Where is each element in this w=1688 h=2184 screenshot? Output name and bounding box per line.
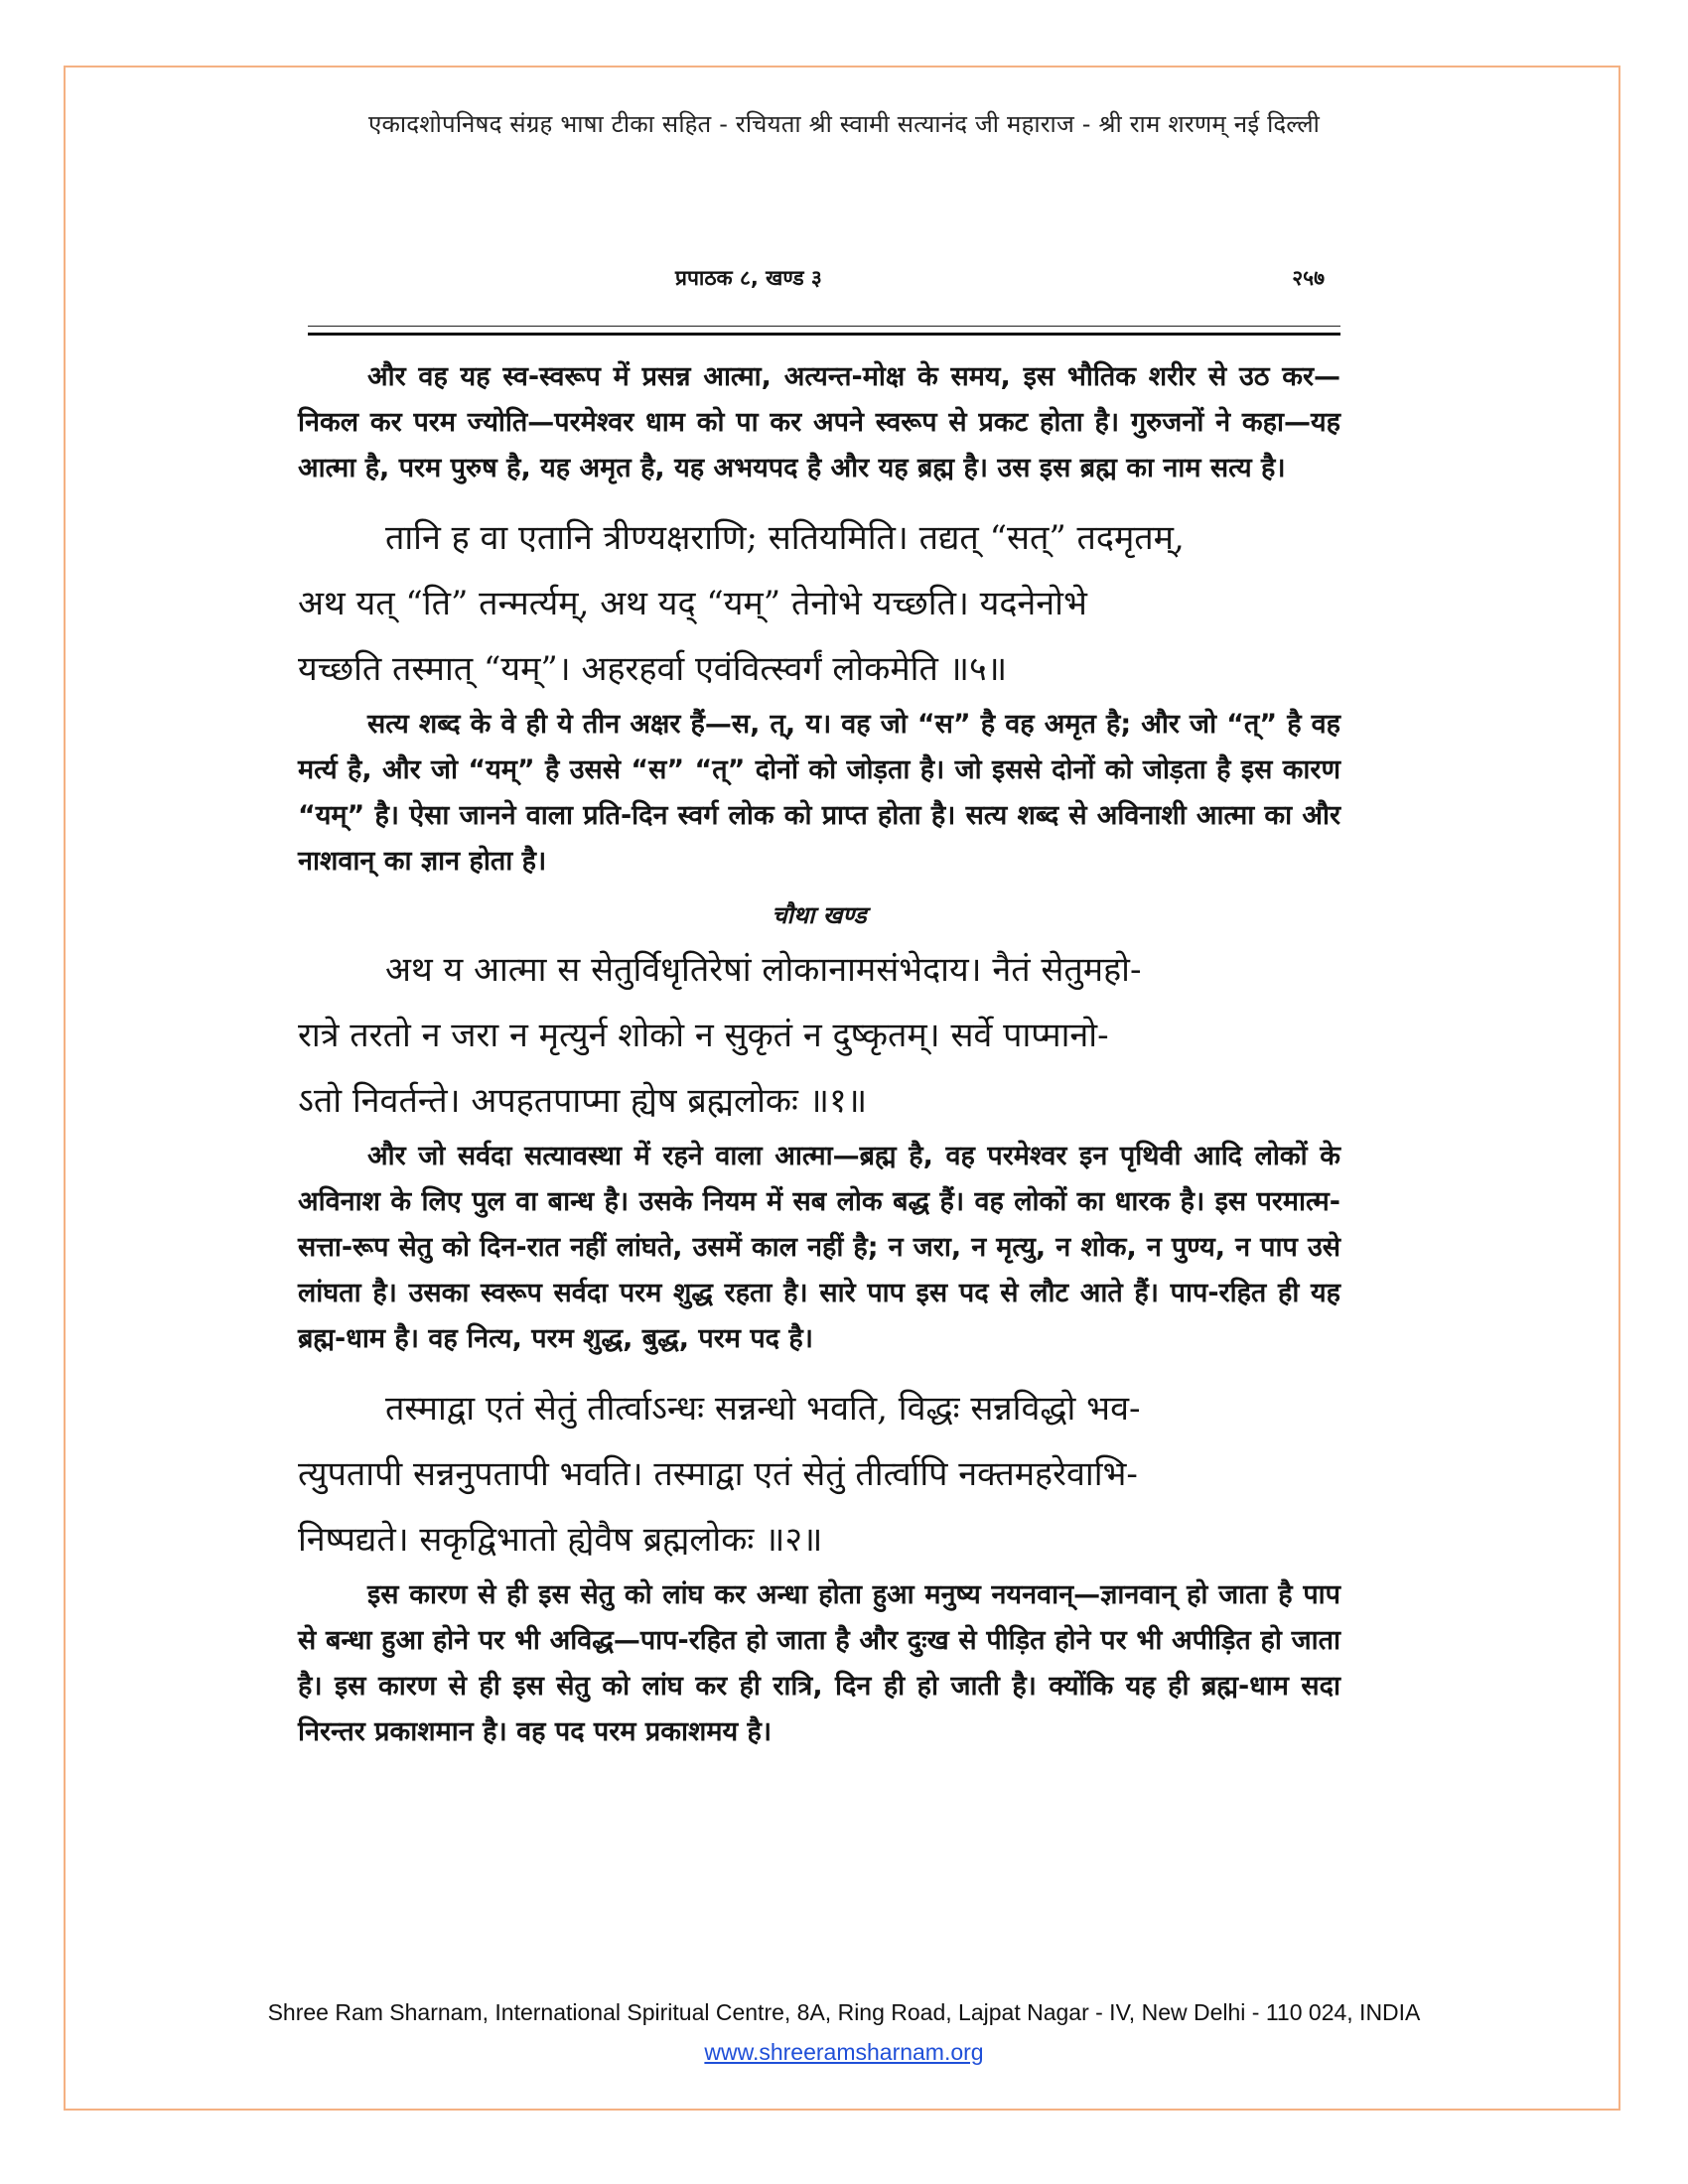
commentary-paragraph-3: और जो सर्वदा सत्यावस्था में रहने वाला आत्मा—ब्रह्म है, वह परमेश्वर इन पृथिवी आदि लोकों के अविनाश के लिए पुल वा बान्ध है। उसके नियम में सब लोक बद्ध हैं। वह लोकों का धारक है। इस परमात्म-सत्ता-रूप सेतु को दिन-रात नहीं लांघते, उसमें काल नहीं है; न जरा, न मृत्यु, न शोक, न पुण्य, न पाप उसे लांघता है। उसका स्वरूप सर्वदा परम शुद्ध रहता है। सारे पाप इस पद से लौट आते हैं। पाप-रहित ही यह ब्रह्म-धाम है। वह नित्य, परम शुद्ध, बुद्ध, परम पद है। [298,1141,1340,1354]
khand-title: चौथा खण्ड [772,900,867,929]
running-head [298,264,1340,304]
verse-line: निष्पद्यते। सकृद्विभातो ह्येवैष ब्रह्मलोकः ॥२॥ [298,1520,823,1560]
verse-line: रात्रे तरतो न जरा न मृत्युर्न शोको न सुकृतं न दुष्कृतम्। सर्वे पाप्मानो- [298,1016,1109,1055]
verse-5 [298,505,1340,702]
header-rule-thick [308,333,1340,336]
footer-address: Shree Ram Sharnam, International Spiritual Centre, 8A, Ring Road, Lajpat Nagar - IV, New Delhi - 110 024, INDIA [267,1999,1421,2025]
section-label: प्रपाठक ८, खण्ड ३ [675,266,822,290]
commentary-paragraph-2: सत्य शब्द के वे ही ये तीन अक्षर हैं—स, त्, य। वह जो “स” है वह अमृत है; और जो “त्” है वह मर्त्य है, और जो “यम्” है उससे “स” “त्” दोनों को जोड़ता है। जो इससे दोनों को जोड़ता है इस कारण “यम्” है। ऐसा जानने वाला प्रति-दिन स्वर्ग लोक को प्राप्त होता है। सत्य शब्द से अविनाशी आत्मा का और नाशवान् का ज्ञान होता है। [298,709,1340,877]
commentary-paragraph-1: और वह यह स्व-स्वरूप में प्रसन्न आत्मा, अत्यन्त-मोक्ष के समय, इस भौतिक शरीर से उठ कर—निकल कर परम ज्योति—परमेश्वर धाम को पा कर अपने स्वरूप से प्रकट होता है। गुरुजनों ने कहा—यह आत्मा है, परम पुरुष है, यह अमृत है, यह अभयपद है और यह ब्रह्म है। उस इस ब्रह्म का नाम सत्य है। [298,361,1340,483]
commentary-paragraph-4: इस कारण से ही इस सेतु को लांघ कर अन्धा होता हुआ मनुष्य नयनवान्—ज्ञानवान् हो जाता है पाप से बन्धा हुआ होने पर भी अविद्ध—पाप-रहित हो जाता है और दुःख से पीड़ित होने पर भी अपीड़ित हो जाता है। इस कारण से ही इस सेतु को लांघ कर ही रात्रि, दिन ही हो जाती है। क्योंकि यह ही ब्रह्म-धाम सदा निरन्तर प्रकाशमान है। वह पद परम प्रकाशमय है। [298,1579,1340,1747]
verse-2 [298,1376,1340,1572]
verse-line: त्युपतापी सन्ननुपतापी भवति। तस्माद्वा एतं सेतुं तीर्त्वापि नक्तमहरेवाभि- [298,1454,1138,1494]
scanned-page [298,250,1340,1938]
verse-line: तस्माद्वा एतं सेतुं तीर्त्वाऽन्धः सन्नन्धो भवति, विद्धः सन्नविद्धो भव- [385,1389,1141,1429]
verse-line: तानि ह वा एतानि त्रीण्यक्षराणि; सतियमिति। तद्यत् “सत्” तदमृतम्, [385,518,1185,558]
website-link[interactable]: www.shreeramsharnam.org [704,2039,984,2065]
verse-line: अथ य आत्मा स सेतुर्विधृतिरेषां लोकानामसंभेदाय। नैतं सेतुमहो- [385,950,1142,990]
page-content [298,354,1340,1769]
page-header: एकादशोपनिषद संग्रह भाषा टीका सहित - रचियता श्री स्वामी सत्यानंद जी महाराज - श्री राम शरणम् नई दिल्ली [367,110,1321,138]
page-number: २५७ [1292,266,1325,290]
verse-line: अथ यत् “ति” तन्मर्त्यम्, अथ यद् “यम्” तेनोभे यच्छति। यदनेनोभे [298,584,1087,623]
verse-1 [298,937,1340,1134]
verse-line: ऽतो निवर्तन्ते। अपहतपाप्मा ह्येष ब्रह्मलोकः ॥१॥ [298,1081,868,1121]
header-rule-thin [308,326,1340,327]
verse-line: यच्छति तस्मात् “यम्”। अहरहर्वा एवंवित्स्वर्गं लोकमेति ॥५॥ [298,649,1008,689]
